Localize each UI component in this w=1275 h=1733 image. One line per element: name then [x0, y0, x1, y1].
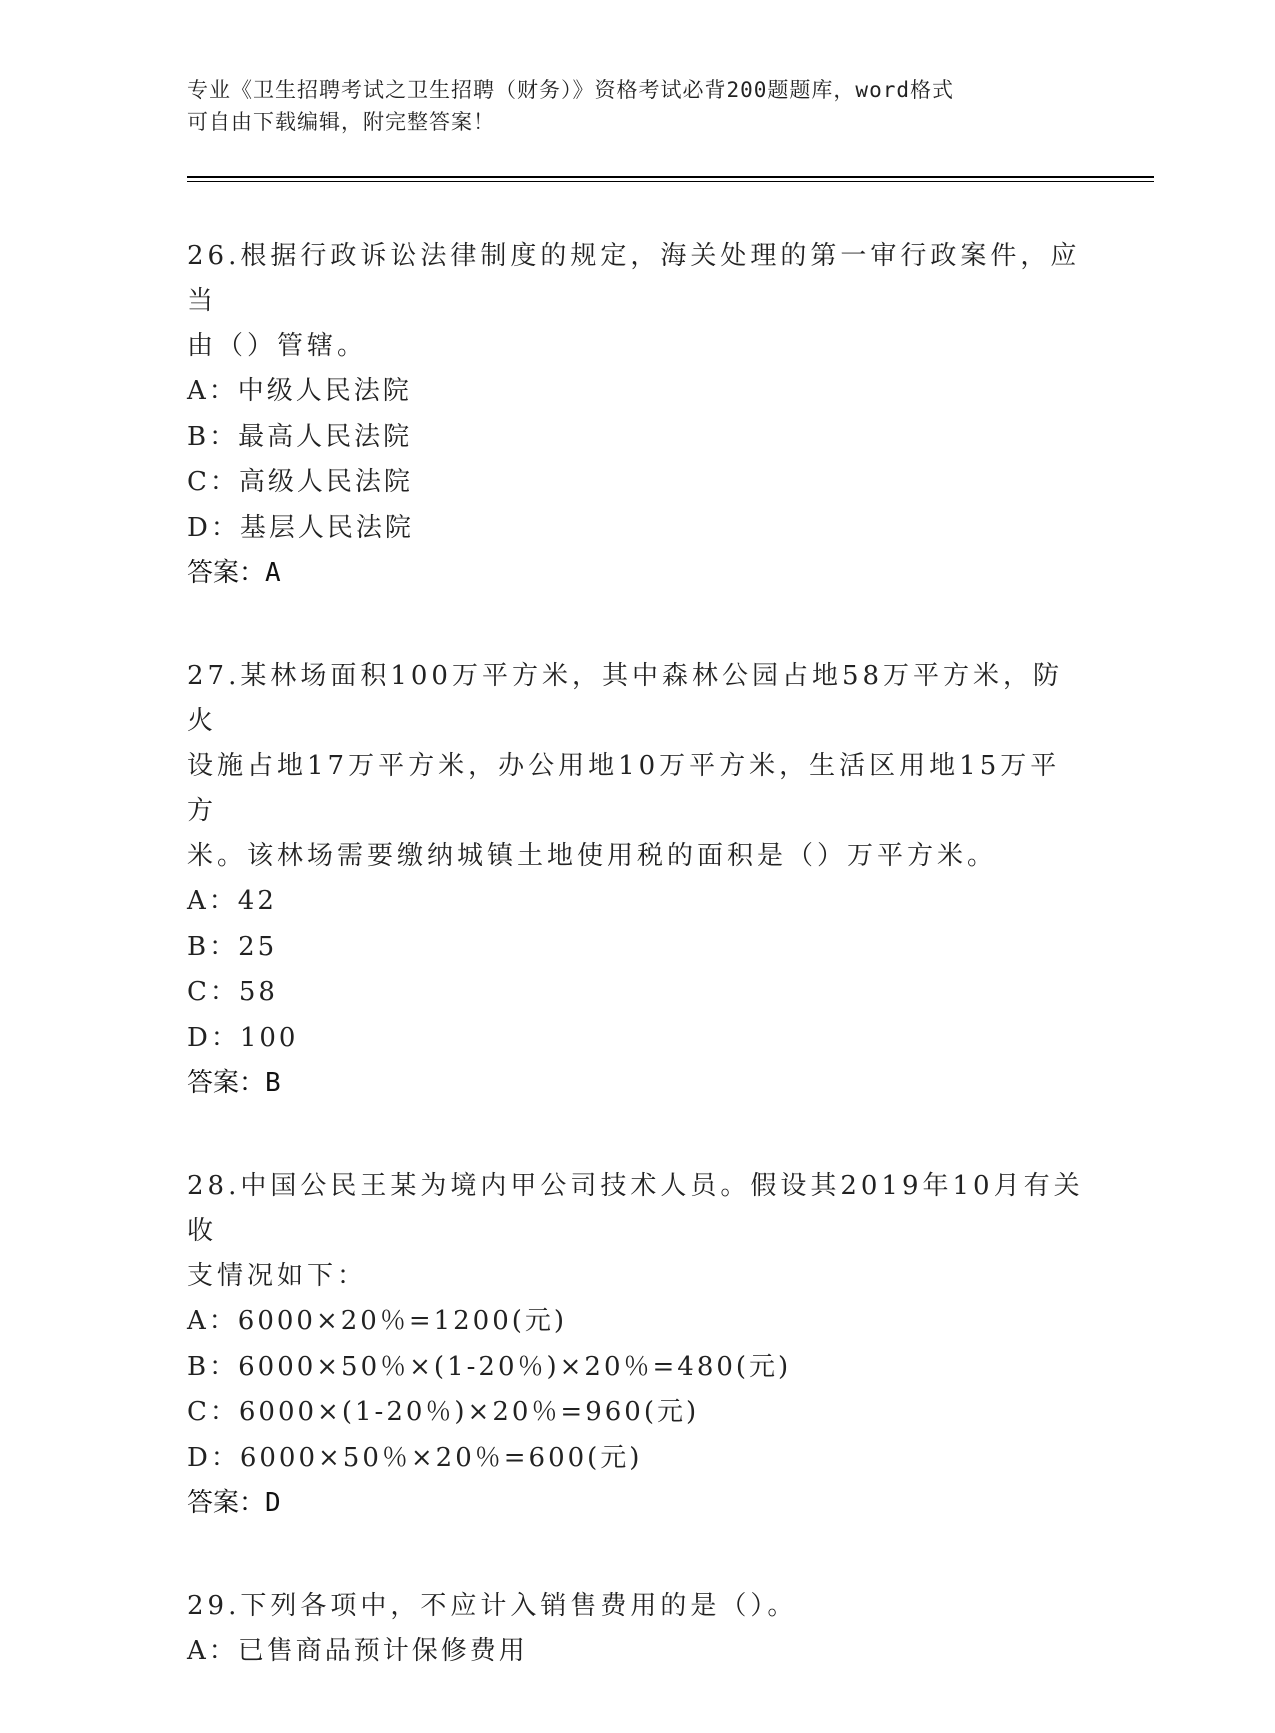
- header-rule-thick: [187, 176, 1154, 178]
- question-stem: 28.中国公民王某为境内甲公司技术人员。假设其2019年10月有关收: [187, 1171, 1084, 1246]
- option-a: A：42: [187, 886, 277, 916]
- option-b: B：最高人民法院: [187, 421, 413, 452]
- option-c: C：58: [187, 977, 278, 1007]
- answer-label: 答案：A: [187, 558, 281, 588]
- question-27: [187, 654, 1087, 1106]
- option-c: C：6000×(1-20％)×20％=960(元): [187, 1397, 700, 1427]
- question-stem: 26.根据行政诉讼法律制度的规定，海关处理的第一审行政案件，应当: [187, 241, 1081, 316]
- option-a: A：中级人民法院: [187, 376, 412, 406]
- option-c: C：高级人民法院: [187, 467, 413, 497]
- option-a: A：已售商品预计保修费用: [187, 1636, 528, 1666]
- option-d: D：6000×50％×20％=600(元): [187, 1442, 643, 1473]
- question-26: [187, 234, 1087, 596]
- answer-label: 答案：B: [187, 1068, 281, 1098]
- header-rule-thin: [187, 181, 1154, 182]
- question-stem: 设施占地17万平方米，办公用地10万平方米，生活区用地15万平方: [187, 751, 1061, 826]
- document-header: [187, 74, 1067, 138]
- question-stem: 米。该林场需要缴纳城镇土地使用税的面积是（）万平方米。: [187, 841, 998, 871]
- question-28: [187, 1164, 1087, 1526]
- option-a: A：6000×20％=1200(元): [187, 1306, 568, 1336]
- question-stem: 由（）管辖。: [187, 331, 368, 361]
- question-list: [187, 234, 1087, 1733]
- question-stem: 27.某林场面积100万平方米，其中森林公园占地58万平方米，防火: [187, 661, 1064, 736]
- option-b: B：25: [187, 931, 278, 962]
- answer-label: 答案：D: [187, 1488, 281, 1518]
- option-d: D：基层人民法院: [187, 512, 414, 543]
- question-stem: 29.下列各项中，不应计入销售费用的是（）。: [187, 1591, 798, 1621]
- header-line-1: 专业《卫生招聘考试之卫生招聘（财务）》资格考试必背200题题库，word格式: [187, 78, 954, 102]
- question-29: [187, 1584, 1087, 1675]
- option-b: B：6000×50％×(1-20％)×20％=480(元): [187, 1351, 792, 1382]
- header-line-2: 可自由下载编辑，附完整答案！: [187, 110, 495, 134]
- question-stem: 支情况如下：: [187, 1261, 368, 1291]
- option-d: D：100: [187, 1022, 299, 1053]
